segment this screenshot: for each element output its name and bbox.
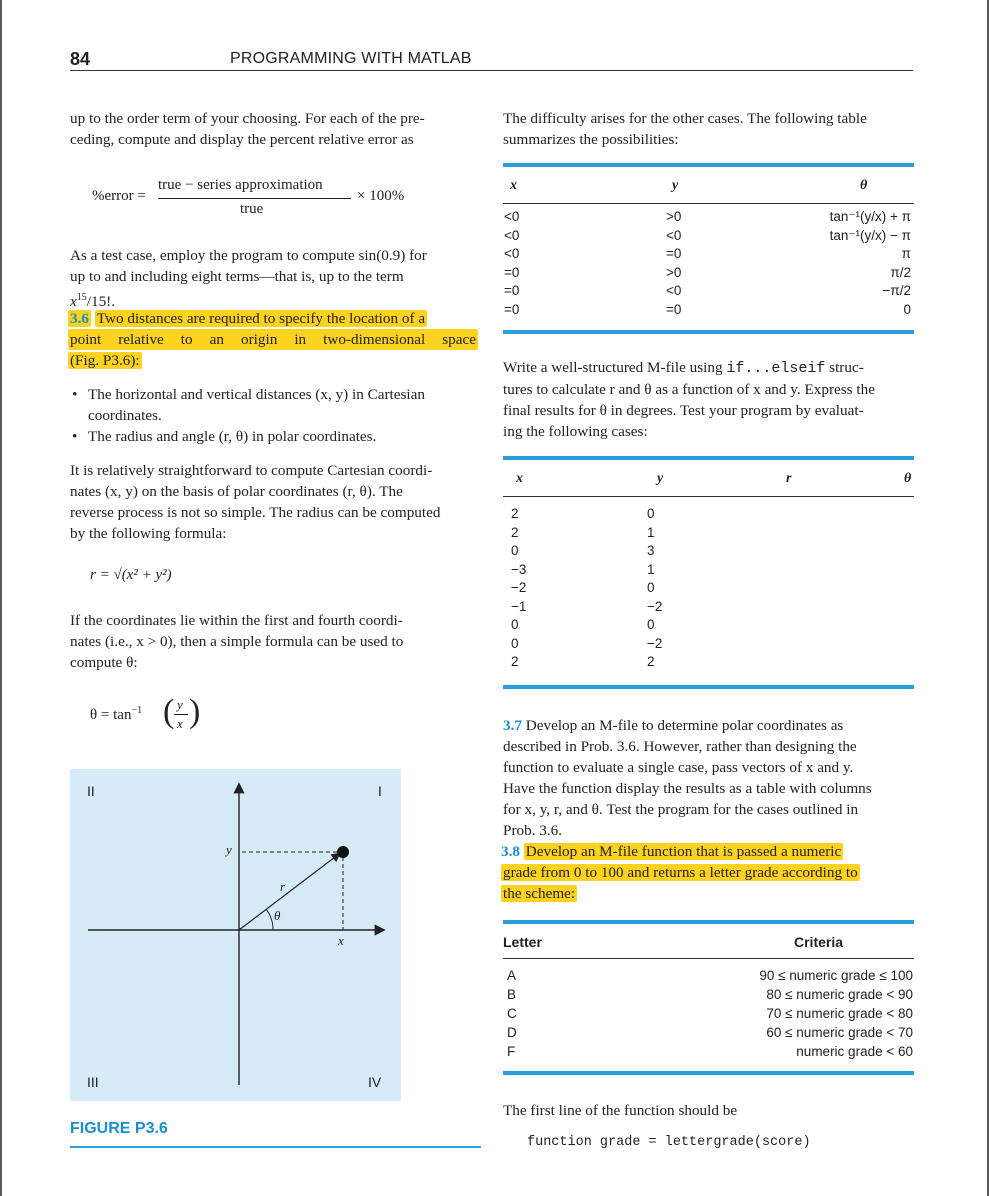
figure-panel bbox=[70, 769, 401, 1101]
text-line: function to evaluate a single case, pass vectors of x and y. bbox=[503, 759, 854, 776]
paren-left: ( bbox=[163, 693, 175, 730]
theta-frac-num: y bbox=[177, 697, 183, 712]
table1-cell-theta: π bbox=[901, 246, 911, 262]
error-equation-lhs: %error = bbox=[92, 188, 146, 204]
problem-text: the scheme: bbox=[503, 885, 576, 902]
table2-cell-x: −2 bbox=[511, 580, 527, 595]
table2-cell-x: 0 bbox=[511, 635, 519, 651]
bullet-dot: • bbox=[72, 428, 78, 445]
problem-text: (Fig. P3.6): bbox=[70, 352, 140, 369]
table2-header-x: x bbox=[516, 471, 523, 486]
table1-bottom-bar bbox=[503, 330, 914, 334]
text-line: ing the following cases: bbox=[503, 423, 648, 440]
table1-cell-y: <0 bbox=[666, 283, 682, 299]
text-line bbox=[503, 357, 914, 379]
running-title: PROGRAMMING WITH MATLAB bbox=[230, 50, 472, 67]
problem-text: Develop an M-file to determine polar coordinates as bbox=[525, 717, 844, 734]
bullet-dot: • bbox=[72, 386, 78, 403]
if-paragraph bbox=[70, 610, 481, 673]
table2-cell-x: −1 bbox=[511, 598, 527, 614]
quadrant-ii-label: II bbox=[87, 783, 95, 799]
problem-text: Develop an M-file function that is passed a numeric bbox=[525, 843, 842, 860]
text-line: final results for θ in degrees. Test your program by evaluat- bbox=[503, 402, 864, 419]
problem-number: 3.8 bbox=[501, 843, 520, 860]
problem-number: 3.7 bbox=[503, 717, 522, 734]
table2-header-y: y bbox=[657, 471, 664, 486]
problem-3-7 bbox=[503, 715, 914, 841]
header-rule bbox=[70, 70, 913, 71]
table3-cell-letter: B bbox=[507, 987, 517, 1002]
radius-formula: r = √(x² + y²) bbox=[90, 567, 172, 583]
relatively-paragraph bbox=[70, 460, 481, 544]
test-line: As a test case, employ the program to compute sin(0.9) for bbox=[70, 247, 427, 264]
term-tail: /15!. bbox=[86, 293, 116, 311]
text-line: compute θ: bbox=[70, 654, 138, 671]
page-frame-left bbox=[0, 0, 2, 1196]
code-span: if...elseif bbox=[726, 360, 826, 377]
text-line: nates (i.e., x > 0), then a simple formula can be used to bbox=[70, 633, 404, 650]
table2-cell-y: 1 bbox=[647, 561, 655, 577]
table1-cell-theta: π/2 bbox=[890, 264, 911, 280]
table3-top-bar bbox=[503, 920, 914, 924]
error-equation-numerator: true − series approximation bbox=[158, 177, 323, 193]
text-line: described in Prob. 3.6. However, rather than designing the bbox=[503, 738, 857, 755]
table2-cell-y: 1 bbox=[647, 524, 655, 540]
problem-3-8 bbox=[501, 841, 917, 904]
error-equation-rhs: × 100% bbox=[357, 188, 405, 204]
text-line: reverse process is not so simple. The radius can be computed bbox=[70, 504, 441, 521]
table1-cell-x: <0 bbox=[504, 209, 520, 224]
theta-frac-bar bbox=[174, 714, 188, 715]
quadrant-iii-label: III bbox=[87, 1074, 99, 1090]
text-span: struc- bbox=[825, 359, 864, 376]
term-exponent: 15 bbox=[76, 292, 87, 303]
write-paragraph bbox=[503, 357, 914, 442]
table1-cell-theta: 0 bbox=[903, 302, 911, 317]
page-number: 84 bbox=[70, 49, 91, 69]
text-span: Write a well-structured M-file using bbox=[503, 359, 727, 376]
theta-formula bbox=[90, 705, 142, 724]
theta-label: θ bbox=[274, 908, 281, 923]
table2-bottom-bar bbox=[503, 685, 914, 689]
text-line bbox=[503, 715, 914, 736]
table1-cell-y: =0 bbox=[666, 302, 682, 317]
text-line: Prob. 3.6. bbox=[503, 822, 563, 839]
table1-cell-y: =0 bbox=[666, 246, 682, 262]
text-line: summarizes the possibilities: bbox=[503, 131, 679, 148]
problem-number: 3.6 bbox=[70, 310, 89, 327]
table1-cell-y: >0 bbox=[666, 209, 682, 224]
paren-right: ) bbox=[189, 693, 201, 730]
text-line: It is relatively straightforward to compute Cartesian coordi- bbox=[70, 462, 433, 479]
intro-line: ceding, compute and display the percent relative error as bbox=[70, 131, 414, 148]
angle-arc bbox=[266, 909, 273, 930]
theta-formula-sup: −1 bbox=[131, 705, 143, 716]
table1-cell-x: =0 bbox=[504, 302, 520, 317]
table3-cell-letter: C bbox=[507, 1006, 517, 1021]
table2-cell-x: 0 bbox=[511, 543, 519, 558]
code-line: function grade = lettergrade(score) bbox=[527, 1135, 811, 1150]
table3-header-rule bbox=[503, 958, 914, 959]
fraction-bar bbox=[158, 198, 351, 199]
table2-header-rule bbox=[503, 496, 914, 497]
table1-header-x: x bbox=[510, 178, 517, 193]
figure-diagram bbox=[70, 769, 401, 1101]
radius-vector bbox=[239, 854, 339, 930]
table3-header-letter: Letter bbox=[503, 934, 542, 950]
r-label: r bbox=[280, 879, 286, 894]
problem-text: Two distances are required to specify the location of a bbox=[96, 310, 426, 327]
test-paragraph bbox=[70, 245, 481, 312]
difficulty-paragraph bbox=[503, 108, 914, 150]
quadrant-iv-label: IV bbox=[368, 1074, 382, 1090]
table1-cell-x: <0 bbox=[504, 227, 520, 243]
text-line: for x, y, r, and θ. Test the program for the cases outlined in bbox=[503, 801, 859, 818]
theta-frac-den: x bbox=[177, 716, 183, 731]
table3-cell-letter: A bbox=[507, 968, 517, 983]
intro-paragraph bbox=[70, 108, 481, 150]
table2-header-r: r bbox=[786, 471, 792, 486]
text-line: The difficulty arises for the other cases. The following table bbox=[503, 110, 867, 127]
table1-cell-x: <0 bbox=[504, 246, 520, 262]
bullet-text: The horizontal and vertical distances (x, y) in Cartesian bbox=[88, 386, 425, 403]
theta-formula-lhs: θ = tan bbox=[90, 707, 132, 723]
table1-cell-theta: tan⁻¹(y/x) − π bbox=[829, 227, 911, 243]
table1-cell-y: >0 bbox=[666, 264, 682, 280]
table2-cell-x: 2 bbox=[511, 654, 519, 669]
bullet-item bbox=[88, 384, 481, 426]
table2-cell-x: 2 bbox=[511, 524, 519, 540]
bullet-text: coordinates. bbox=[88, 407, 162, 424]
table1-top-bar bbox=[503, 163, 914, 167]
table3-cell-criteria: 70 ≤ numeric grade < 80 bbox=[766, 1006, 913, 1021]
table2-cell-y: −2 bbox=[647, 598, 663, 614]
table2-cell-y: 2 bbox=[647, 654, 655, 669]
table1-cell-x: =0 bbox=[504, 283, 520, 299]
table2-header-theta: θ bbox=[904, 471, 912, 486]
table3-cell-letter: D bbox=[507, 1025, 517, 1040]
table3-cell-criteria: 80 ≤ numeric grade < 90 bbox=[766, 987, 913, 1002]
table3-cell-criteria: 60 ≤ numeric grade < 70 bbox=[766, 1025, 913, 1040]
intro-line: up to the order term of your choosing. For each of the pre- bbox=[70, 110, 425, 127]
text-line: nates (x, y) on the basis of polar coordinates (r, θ). The bbox=[70, 483, 403, 500]
table2-cell-y: 0 bbox=[647, 580, 655, 595]
text-line: by the following formula: bbox=[70, 525, 227, 542]
table3-cell-letter: F bbox=[507, 1044, 516, 1059]
y-label: y bbox=[226, 842, 232, 857]
problem-3-6 bbox=[68, 308, 484, 371]
point-marker bbox=[337, 846, 349, 858]
table1-cell-x: =0 bbox=[504, 264, 520, 280]
table2-cell-y: −2 bbox=[647, 635, 663, 651]
first-line-text: The first line of the function should be bbox=[503, 1102, 738, 1119]
table2-cell-y: 3 bbox=[647, 543, 655, 558]
problem-text: point relative to an origin in two-dimensional space bbox=[70, 331, 476, 348]
table2-cell-x: 0 bbox=[511, 617, 519, 632]
figure-caption: FIGURE P3.6 bbox=[70, 1120, 168, 1137]
table2-cell-x: 2 bbox=[511, 506, 519, 521]
problem-text: grade from 0 to 100 and returns a letter grade according to bbox=[503, 864, 858, 881]
table2-cell-y: 0 bbox=[647, 617, 655, 632]
table2-top-bar bbox=[503, 456, 914, 460]
term-x: x bbox=[70, 293, 77, 311]
bullet-item: The radius and angle (r, θ) in polar coordinates. bbox=[88, 428, 377, 445]
table1-cell-theta: −π/2 bbox=[882, 283, 911, 299]
table3-bottom-bar bbox=[503, 1071, 914, 1075]
table1-cell-theta: tan⁻¹(y/x) + π bbox=[829, 209, 911, 224]
table2-cell-y: 0 bbox=[647, 506, 655, 521]
table3-header-criteria: Criteria bbox=[794, 934, 844, 950]
text-line: If the coordinates lie within the first and fourth coordi- bbox=[70, 612, 403, 629]
table3-cell-criteria: numeric grade < 60 bbox=[796, 1044, 913, 1059]
table1-cell-y: <0 bbox=[666, 227, 682, 243]
table1-header-rule bbox=[503, 203, 914, 204]
table1-header-theta: θ bbox=[860, 178, 868, 193]
table3-cell-criteria: 90 ≤ numeric grade ≤ 100 bbox=[759, 968, 913, 983]
table2-cell-x: −3 bbox=[511, 561, 527, 577]
table1-header-y: y bbox=[672, 178, 679, 193]
caption-rule bbox=[70, 1146, 481, 1148]
text-line: tures to calculate r and θ as a function of x and y. Express the bbox=[503, 381, 875, 398]
test-line: up to and including eight terms—that is, up to the term bbox=[70, 268, 404, 285]
error-equation-denominator: true bbox=[240, 201, 264, 217]
text-line: Have the function display the results as a table with columns bbox=[503, 780, 872, 797]
quadrant-i-label: I bbox=[378, 783, 382, 799]
x-label: x bbox=[338, 933, 344, 948]
